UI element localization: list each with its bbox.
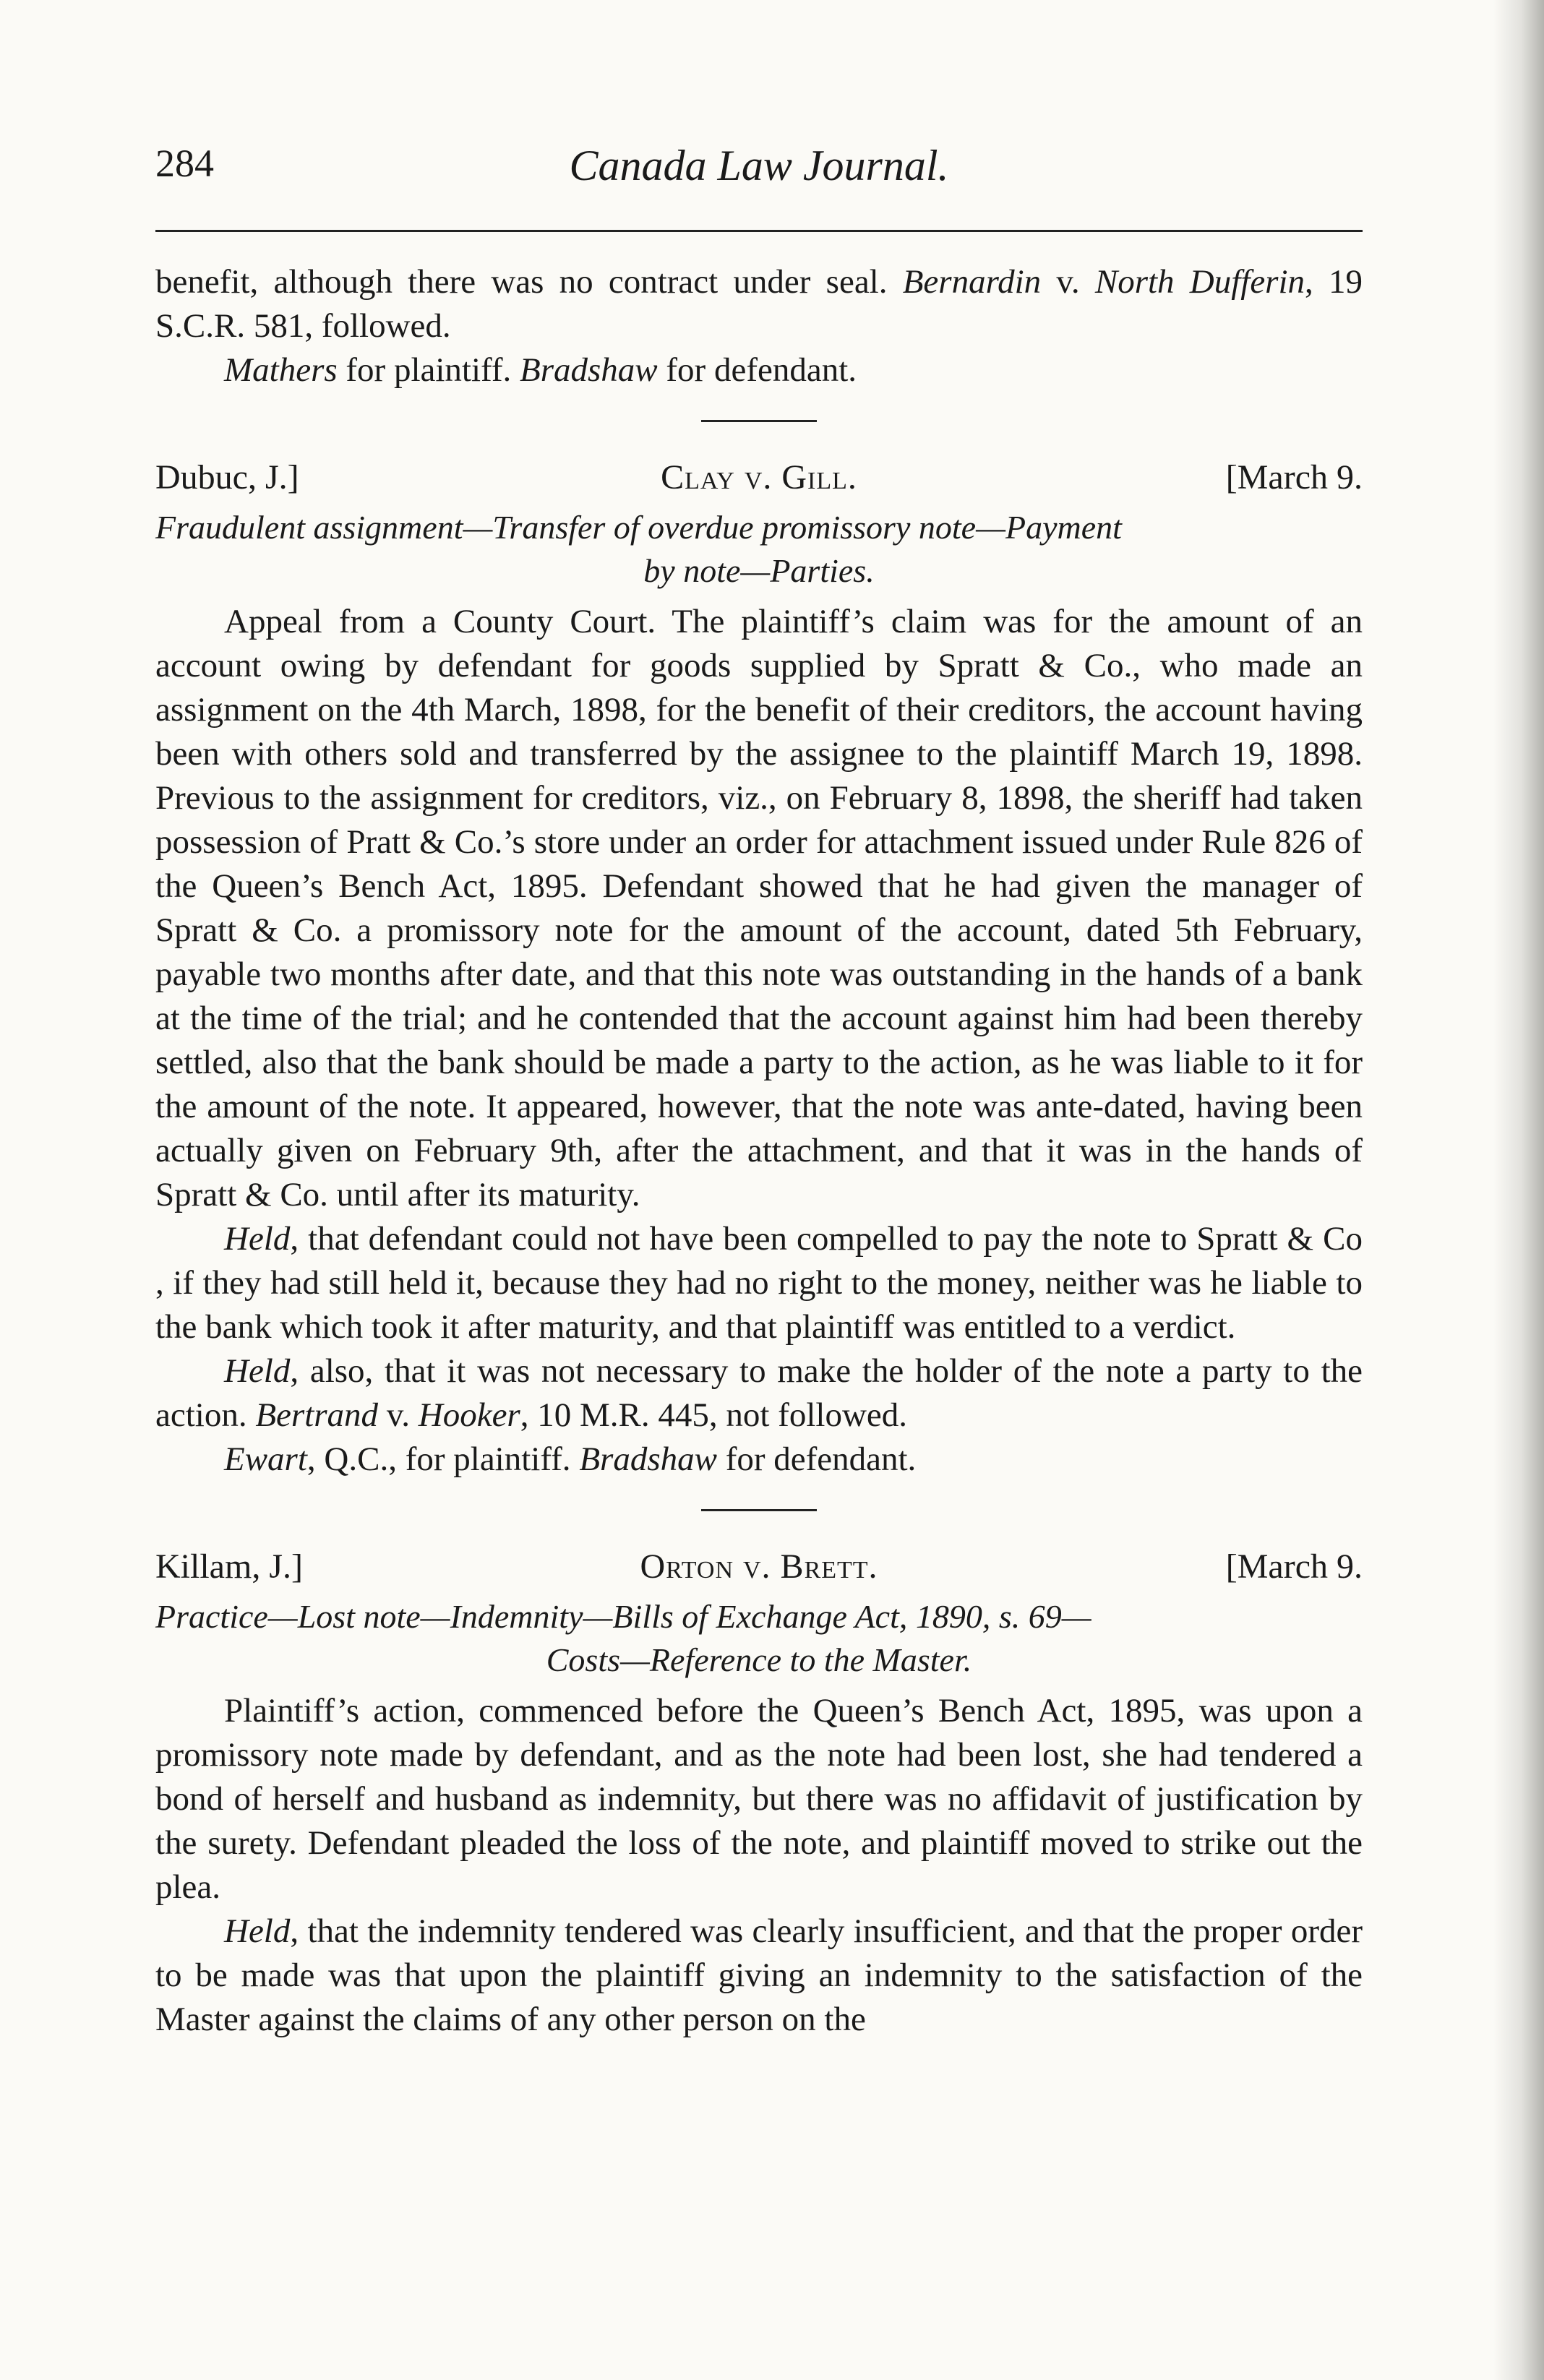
page-edge-shadow (1493, 0, 1544, 2380)
section-divider (701, 420, 817, 422)
case-heading (155, 452, 1363, 503)
case-name: Bertrand (255, 1396, 379, 1434)
judge-name: Killam, J.] (155, 1547, 303, 1586)
case-title: Clay v. Gill. (661, 458, 857, 497)
section-divider (701, 1509, 817, 1511)
header-rule (155, 230, 1363, 232)
text-run: for defendant. (716, 1440, 917, 1478)
case-heading (155, 1542, 1363, 1592)
subject-line: Costs—Reference to the Master. (546, 1641, 972, 1678)
case-date: [March 9. (1225, 458, 1363, 497)
intro-paragraph (155, 260, 1363, 348)
held-paragraph (155, 1217, 1363, 1349)
case-date: [March 9. (1225, 1547, 1363, 1586)
text-run: , 19 S.C.R. 581, followed. (155, 263, 1363, 345)
text-run: benefit, although there was no contract under seal. (155, 263, 903, 301)
page-number: 284 (155, 142, 214, 185)
subject-line: Practice—Lost note—Indemnity—Bills of Exchange Act, 1890, s. 69— (155, 1598, 1091, 1635)
case-subject (155, 506, 1363, 593)
case-title: Orton v. Brett. (640, 1547, 878, 1586)
text-run: , also, that it was not necessary to make the holder of the note a party to the action. (155, 1352, 1363, 1434)
text-run: for defendant. (657, 351, 857, 389)
subject-line: by note—Parties. (643, 552, 875, 589)
counsel-name: Ewart (224, 1440, 307, 1478)
case-name: Bernardin (902, 263, 1042, 301)
held-paragraph (155, 1909, 1363, 2042)
held-word: Held (224, 1352, 291, 1390)
held-word: Held (224, 1912, 291, 1950)
held-word: Held (224, 1220, 291, 1258)
text-run: , Q.C., for plaintiff. (306, 1440, 580, 1478)
counsel-line (155, 1438, 1363, 1482)
intro-counsel-line (155, 348, 1363, 392)
journal-title: Canada Law Journal. (569, 142, 949, 189)
case-name: Hooker (418, 1396, 520, 1434)
counsel-name: Mathers (224, 351, 338, 389)
body-text (155, 260, 1363, 2042)
case-subject (155, 1595, 1363, 1682)
running-head (155, 141, 1363, 213)
counsel-name: Bradshaw (520, 351, 658, 389)
counsel-name: Bradshaw (579, 1440, 717, 1478)
text-run: v. (1041, 263, 1095, 301)
text-run: for plaintiff. (337, 351, 520, 389)
judge-name: Dubuc, J.] (155, 458, 299, 497)
case-paragraph: Appeal from a County Court. The plaintiff’s claim was for the amount of an account owing by defendant for goods supplied by Spratt & Co., who made an assignment on the 4th March, 1898, for the benefit of their creditors, the account having been with others sold and transferred by the assignee to the plaintiff March 19, 1898. Previous to the assignment for creditors, viz., on February 8, 1898, the sheriff had taken possession of Pratt & Co.’s store under an order for attachment issued under Rule 826 of the Queen’s Bench Act, 1895. Defendant showed that he had given the manager of Spratt & Co. a promissory note for the amount of the account, dated 5th February, payable two months after date, and that this note was outstanding in the hands of a bank at the time of the trial; and he contended that the account against him had been thereby settled, also that the bank should be made a party to the action, as he was liable to it for the amount of the note. It appeared, however, that the note was ante-dated, having been actually given on February 9th, after the attachment, and that it was in the hands of Spratt & Co. until after its maturity. (155, 603, 1363, 1213)
subject-line: Fraudulent assignment—Transfer of overdue promissory note—Payment (155, 509, 1122, 546)
held-paragraph (155, 1349, 1363, 1438)
case-name: North Dufferin (1094, 263, 1305, 301)
text-run: , that the indemnity tendered was clearly insufficient, and that the proper order to be made was that upon the plaintiff giving an indemnity to the satisfaction of the Master against the claims of any other person on the (155, 1912, 1363, 2038)
text-run: v. (378, 1396, 419, 1434)
text-run: , 10 M.R. 445, not followed. (520, 1396, 908, 1434)
case-paragraph: Plaintiff’s action, commenced before the Queen’s Bench Act, 1895, was upon a promissory note made by defendant, and as the note had been lost, she had tendered a bond of herself and husband as indemnity, but there was no affidavit of justification by the surety. Defendant pleaded the loss of the note, and plaintiff moved to strike out the plea. (155, 1692, 1363, 1906)
text-run: , that defendant could not have been compelled to pay the note to Spratt & Co , if they had still held it, because they had no right to the money, neither was he liable to the bank which took it after maturity, and that plaintiff was entitled to a verdict. (155, 1220, 1363, 1346)
